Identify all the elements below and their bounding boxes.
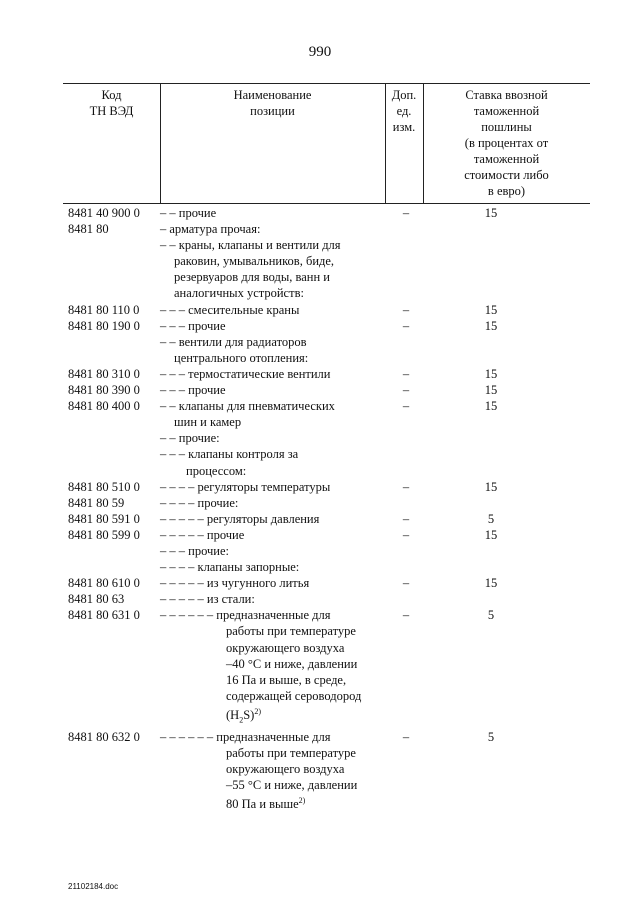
row-description	[160, 591, 380, 607]
row-description-line: – арматура прочая:	[160, 222, 261, 237]
row-description	[160, 205, 380, 221]
row-rate: 5	[487, 729, 495, 744]
row-description	[160, 366, 380, 382]
row-code: 8481 80 510 0	[68, 479, 140, 494]
header-rate-line: в евро)	[487, 184, 526, 198]
row-description-line: – – – – – – предназначенные для	[160, 729, 331, 744]
row-rate: 15	[484, 302, 498, 317]
row-description-line: $(H_2S)^{2)}$	[226, 706, 261, 725]
page-number: 990	[308, 44, 332, 60]
row-description-line: – – – – прочие:	[160, 495, 239, 510]
row-description	[160, 495, 380, 511]
row-description	[160, 318, 380, 334]
row-description-line: –55 °С и ниже, давлении	[226, 777, 358, 792]
row-unit: –	[402, 511, 410, 526]
table-row	[0, 607, 640, 728]
header-rate	[423, 87, 590, 199]
table-row	[0, 398, 640, 430]
table-row	[0, 543, 640, 559]
row-unit: –	[402, 366, 410, 381]
header-name	[160, 87, 385, 119]
row-description-line: – – прочие:	[160, 431, 220, 446]
row-description-line: – – краны, клапаны и вентили для	[160, 238, 341, 253]
header-unit	[385, 87, 423, 135]
row-rate: 15	[484, 399, 498, 414]
header-rate-line: (в процентах от	[464, 136, 549, 150]
row-rate: 15	[484, 576, 498, 591]
row-code: 8481 80 190 0	[68, 318, 140, 333]
row-description	[160, 729, 380, 813]
tariff-table-body	[0, 205, 640, 812]
row-description	[160, 607, 380, 728]
header-name-line: Наименование	[233, 88, 312, 102]
row-description-line: –40 °С и ниже, давлении	[226, 656, 358, 671]
header-rate-line: стоимости либо	[464, 168, 549, 182]
row-description	[160, 237, 380, 301]
row-description-line: резервуаров для воды, ванн и	[174, 270, 330, 285]
row-description-line: – – – прочие	[160, 383, 226, 398]
row-description-line: шин и камер	[174, 415, 242, 430]
row-description-line: окружающего воздуха	[226, 761, 345, 776]
row-description	[160, 511, 380, 527]
row-code: 8481 80 63	[68, 592, 125, 607]
row-unit: –	[402, 399, 410, 414]
row-description	[160, 221, 380, 237]
row-description-line: центрального отопления:	[174, 350, 309, 365]
table-row	[0, 729, 640, 813]
row-code: 8481 40 900 0	[68, 206, 140, 220]
row-rate: 15	[484, 318, 498, 333]
table-row	[0, 446, 640, 478]
table-row	[0, 318, 640, 334]
row-description	[160, 430, 380, 446]
row-rate: 5	[487, 608, 495, 623]
table-row	[0, 205, 640, 221]
header-rate-line: таможенной	[473, 104, 540, 118]
table-row	[0, 237, 640, 301]
row-description-line: – – – – – регуляторы давления	[160, 511, 320, 526]
footer-filename: 21102184.doc	[68, 882, 119, 891]
header-unit-line: изм.	[392, 120, 416, 134]
row-description	[160, 446, 380, 478]
row-description-line: – – – клапаны контроля за	[160, 447, 299, 462]
table-row	[0, 382, 640, 398]
table-row	[0, 366, 640, 382]
row-description-line: – – – – – из чугунного литья	[160, 576, 310, 591]
header-code-line: ТН ВЭД	[89, 104, 134, 118]
row-code: 8481 80 59	[68, 495, 125, 510]
header-rate-line: пошлины	[481, 120, 532, 134]
header-rate-line: таможенной	[473, 152, 540, 166]
row-unit: –	[402, 729, 410, 744]
row-description-line: – – – смесительные краны	[160, 302, 300, 317]
row-description-line: – – – прочие:	[160, 543, 229, 558]
row-unit: –	[402, 383, 410, 398]
row-description-line: – – – – – – предназначенные для	[160, 608, 331, 623]
table-row	[0, 511, 640, 527]
row-code: 8481 80 610 0	[68, 576, 140, 591]
row-unit: –	[402, 479, 410, 494]
row-unit: –	[402, 318, 410, 333]
row-description	[160, 302, 380, 318]
header-code-line: Код	[101, 88, 122, 102]
row-rate: 15	[484, 366, 498, 381]
row-description-line: раковин, умывальников, биде,	[174, 254, 335, 269]
row-description	[160, 382, 380, 398]
row-description-line: работы при температуре	[226, 624, 356, 639]
row-rate: 15	[484, 206, 498, 220]
table-top-rule	[63, 83, 590, 84]
row-description	[160, 334, 380, 366]
row-description-line: – – – термостатические вентили	[160, 366, 331, 381]
row-description-line: – – – прочие	[160, 318, 226, 333]
table-row	[0, 334, 640, 366]
table-row	[0, 430, 640, 446]
row-unit: –	[402, 576, 410, 591]
header-name-line: позиции	[250, 104, 295, 118]
row-unit: –	[402, 608, 410, 623]
row-description-line: аналогичных устройств:	[174, 286, 304, 301]
row-unit: –	[402, 302, 410, 317]
row-rate: 15	[484, 479, 498, 494]
header-unit-line: Доп.	[391, 88, 417, 102]
row-description-line: – – – – – из стали:	[160, 592, 255, 607]
table-row	[0, 527, 640, 543]
row-description-line: – – клапаны для пневматических	[160, 399, 335, 414]
row-code: 8481 80 110 0	[68, 302, 140, 317]
row-description-line: – – прочие	[160, 206, 217, 220]
row-description	[160, 398, 380, 430]
row-code: 8481 80 632 0	[68, 729, 140, 744]
row-description	[160, 527, 380, 543]
row-description-line: – – – – – прочие	[160, 527, 245, 542]
table-row	[0, 221, 640, 237]
row-description	[160, 559, 380, 575]
row-rate: 5	[487, 511, 495, 526]
row-description-line: работы при температуре	[226, 745, 356, 760]
table-row	[0, 479, 640, 495]
row-description	[160, 543, 380, 559]
row-description-line: – – – – регуляторы температуры	[160, 479, 331, 494]
table-header-rule	[63, 203, 590, 204]
table-row	[0, 495, 640, 511]
header-code	[63, 87, 160, 119]
row-description	[160, 575, 380, 591]
header-unit-line: ед.	[396, 104, 412, 118]
row-unit: –	[402, 527, 410, 542]
row-rate: 15	[484, 527, 498, 542]
row-code: 8481 80 400 0	[68, 399, 140, 414]
row-code: 8481 80	[68, 222, 109, 237]
row-code: 8481 80 591 0	[68, 511, 140, 526]
table-row	[0, 559, 640, 575]
table-row	[0, 302, 640, 318]
row-description-line: – – вентили для радиаторов	[160, 334, 307, 349]
row-code: 8481 80 631 0	[68, 608, 140, 623]
row-description-line: содержащей сероводород	[226, 688, 362, 703]
row-unit: –	[402, 206, 410, 220]
row-description	[160, 479, 380, 495]
row-code: 8481 80 310 0	[68, 366, 140, 381]
row-rate: 15	[484, 383, 498, 398]
header-rate-line: Ставка ввозной	[465, 88, 548, 102]
row-description-line: процессом:	[186, 463, 247, 478]
row-description-line: 80 Па и выше$^{2)}$	[226, 796, 306, 812]
table-row	[0, 591, 640, 607]
row-description-line: окружающего воздуха	[226, 640, 345, 655]
row-description-line: 16 Па и выше, в среде,	[226, 672, 347, 687]
row-description-line: – – – – клапаны запорные:	[160, 560, 300, 575]
table-row	[0, 575, 640, 591]
row-code: 8481 80 390 0	[68, 383, 140, 398]
row-code: 8481 80 599 0	[68, 527, 140, 542]
